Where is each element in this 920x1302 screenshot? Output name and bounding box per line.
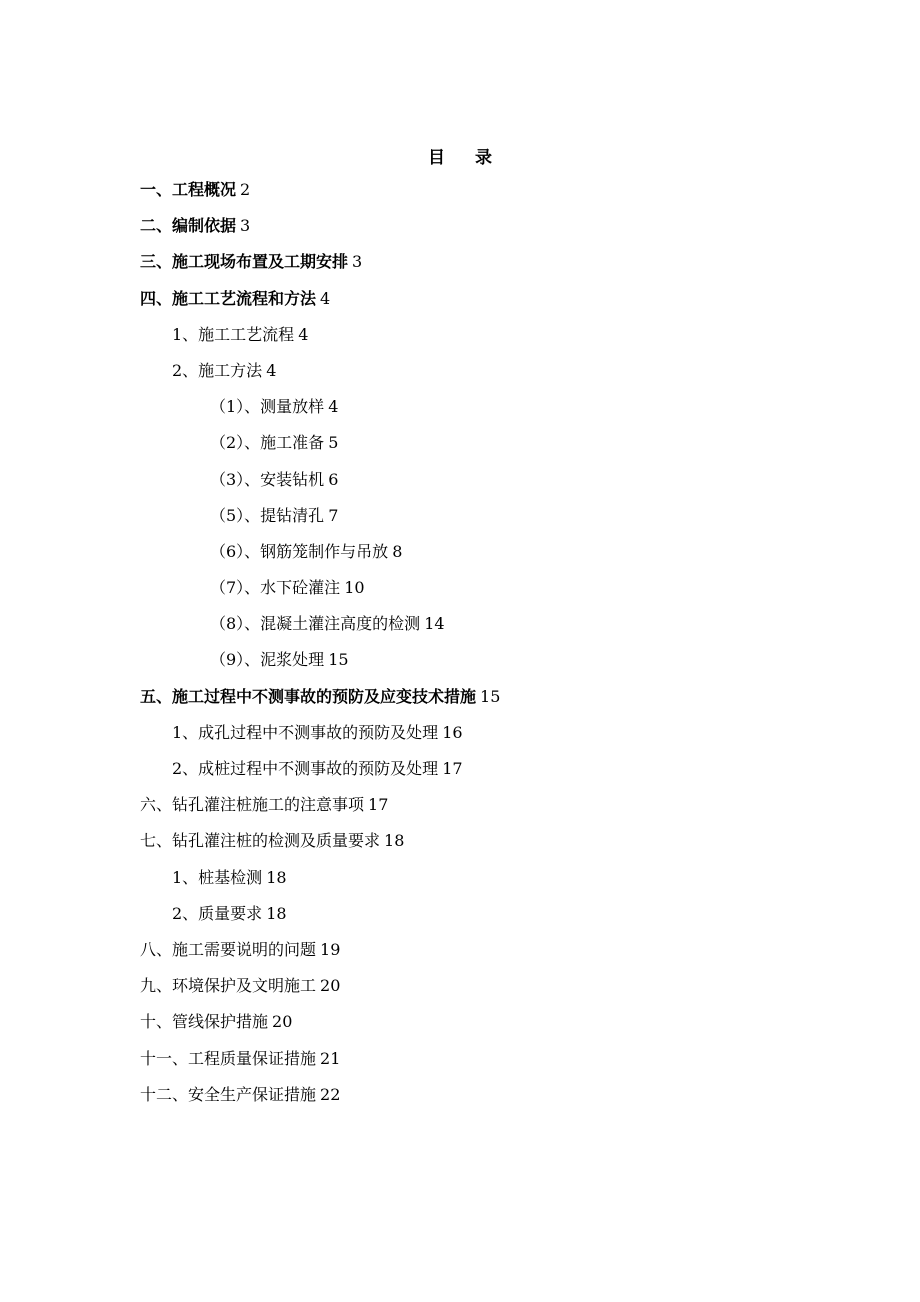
toc-entry-page: 3 (240, 216, 251, 236)
toc-entry-text: 三、施工现场布置及工期安排 (140, 252, 349, 272)
toc-entry-text: （5）、提钻清孔 (210, 505, 325, 525)
toc-entry-page: 15 (328, 650, 349, 670)
toc-entry-page: 21 (320, 1048, 341, 1068)
toc-entry[interactable] (0, 353, 920, 389)
toc-entry[interactable] (0, 208, 920, 244)
toc-entry-page: 4 (328, 397, 339, 417)
toc-entry-page: 22 (320, 1084, 341, 1104)
toc-list (0, 172, 920, 1113)
toc-entry-page: 4 (266, 360, 277, 380)
toc-entry[interactable] (0, 244, 920, 280)
toc-entry-page: 2 (240, 180, 251, 199)
toc-entry-text: （7）、水下砼灌注 (210, 578, 341, 598)
toc-entry[interactable] (0, 860, 920, 896)
toc-entry-page: 14 (424, 614, 445, 634)
toc-entry-page: 5 (328, 433, 339, 453)
toc-entry[interactable] (0, 896, 920, 932)
toc-entry-text: 1、施工工艺流程 (172, 324, 295, 344)
toc-entry[interactable] (0, 679, 920, 715)
toc-entry-page: 17 (442, 759, 463, 778)
toc-entry-page: 17 (368, 795, 389, 815)
toc-entry[interactable] (0, 425, 920, 461)
toc-entry-text: 十二、安全生产保证措施 (140, 1084, 317, 1104)
toc-entry-page: 3 (352, 252, 363, 272)
toc-entry-page: 8 (392, 541, 403, 561)
toc-entry-page: 10 (344, 578, 365, 598)
toc-entry-text: 二、编制依据 (140, 216, 237, 236)
toc-entry-page: 18 (384, 831, 405, 851)
toc-entry-page: 20 (320, 976, 341, 996)
toc-entry-page: 6 (328, 469, 339, 489)
toc-entry-page: 18 (266, 903, 287, 923)
toc-entry-text: 八、施工需要说明的问题 (140, 939, 317, 959)
toc-entry-text: 2、成桩过程中不测事故的预防及处理 (172, 759, 439, 778)
toc-entry-text: 十、管线保护措施 (140, 1012, 269, 1032)
toc-entry[interactable] (0, 498, 920, 534)
toc-entry-page: 16 (442, 722, 463, 742)
toc-entry[interactable] (0, 606, 920, 642)
toc-entry-text: （6）、钢筋笼制作与吊放 (210, 541, 389, 561)
toc-entry[interactable] (0, 534, 920, 570)
toc-entry-page: 18 (266, 867, 287, 887)
toc-entry-text: 六、钻孔灌注桩施工的注意事项 (140, 795, 365, 815)
toc-entry-text: 2、质量要求 (172, 903, 263, 923)
toc-entry-text: （9）、泥浆处理 (210, 650, 325, 670)
toc-entry-text: （1）、测量放样 (210, 397, 325, 417)
toc-entry[interactable] (0, 281, 920, 317)
toc-entry[interactable] (0, 172, 920, 208)
toc-entry[interactable] (0, 751, 920, 787)
toc-entry[interactable] (0, 1041, 920, 1077)
toc-entry[interactable] (0, 823, 920, 859)
toc-entry-text: 一、工程概况 (140, 180, 237, 199)
toc-entry-text: 1、成孔过程中不测事故的预防及处理 (172, 722, 439, 742)
toc-entry-page: 19 (320, 939, 341, 959)
toc-entry-text: 五、施工过程中不测事故的预防及应变技术措施 (140, 686, 477, 706)
toc-entry[interactable] (0, 715, 920, 751)
toc-entry-page: 7 (328, 505, 339, 525)
toc-entry[interactable] (0, 317, 920, 353)
toc-entry-text: 九、环境保护及文明施工 (140, 976, 317, 996)
toc-entry[interactable] (0, 462, 920, 498)
toc-entry-page: 4 (298, 324, 309, 344)
toc-entry-text: （2）、施工准备 (210, 433, 325, 453)
toc-entry[interactable] (0, 1077, 920, 1113)
toc-entry-text: （3）、安装钻机 (210, 469, 325, 489)
toc-entry[interactable] (0, 389, 920, 425)
toc-entry[interactable] (0, 570, 920, 606)
toc-entry-text: 1、桩基检测 (172, 867, 263, 887)
toc-title: 目 录 (428, 148, 504, 168)
toc-entry-page: 20 (272, 1012, 293, 1032)
toc-entry[interactable] (0, 787, 920, 823)
toc-entry-text: 七、钻孔灌注桩的检测及质量要求 (140, 831, 381, 851)
toc-entry-text: 四、施工工艺流程和方法 (140, 288, 317, 308)
toc-entry-text: 2、施工方法 (172, 360, 263, 380)
toc-entry[interactable] (0, 642, 920, 678)
toc-entry-text: 十一、工程质量保证措施 (140, 1048, 317, 1068)
toc-entry[interactable] (0, 932, 920, 968)
toc-entry[interactable] (0, 1004, 920, 1040)
toc-entry[interactable] (0, 968, 920, 1004)
toc-entry-page: 4 (320, 288, 331, 308)
toc-entry-page: 15 (480, 686, 501, 706)
toc-entry-text: （8）、混凝土灌注高度的检测 (210, 614, 421, 634)
